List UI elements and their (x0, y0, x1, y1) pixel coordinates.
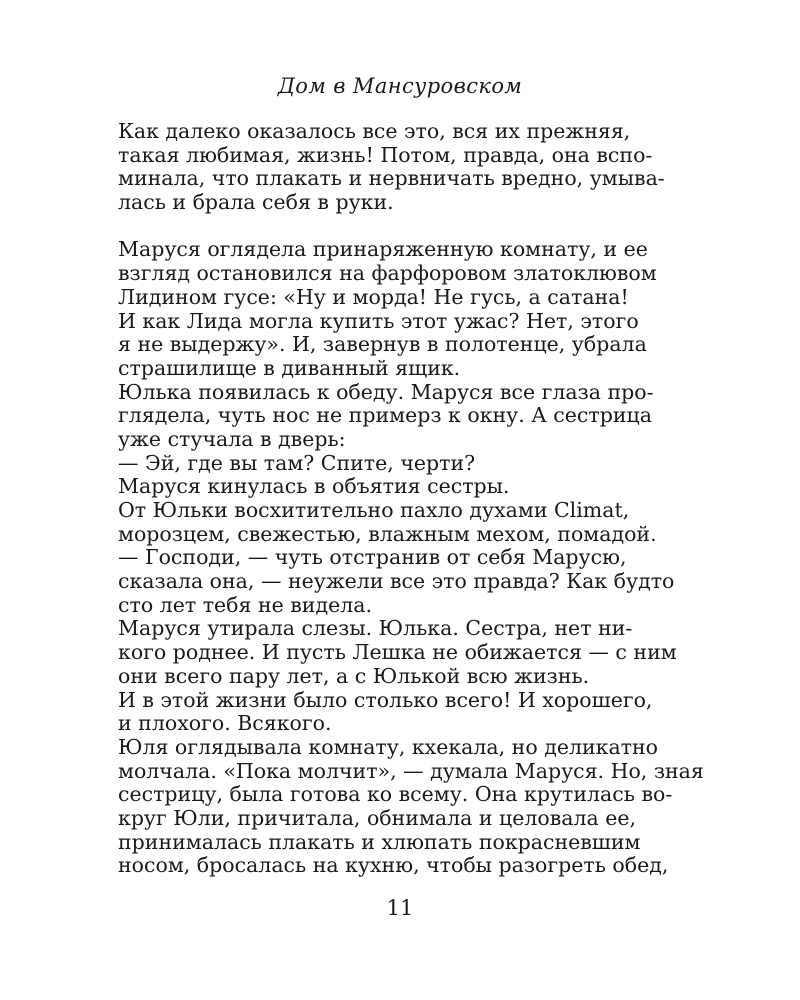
text-line: сестрицу, была готова ко всему. Она крутилась во- (118, 782, 673, 807)
text-line: — Эй, где вы там? Спите, черти? (118, 450, 476, 475)
running-head-title: Дом в Мансуровском (277, 74, 523, 98)
text-line: От Юльки восхитительно пахло духами Climat, (118, 498, 630, 522)
text-line: лась и брала себя в руки. (118, 190, 394, 215)
text-line: взгляд остановился на фарфоровом златоклювом (118, 261, 657, 286)
text-line: круг Юли, причитала, обнимала и целовала ее, (118, 805, 637, 830)
text-line: минала, что плакать и нервничать вредно, умыва- (118, 166, 665, 191)
text-line: глядела, чуть нос не примерз к окну. А сестрица (118, 403, 652, 428)
text-line: принималась плакать и хлюпать покрасневшим (118, 829, 641, 854)
text-line: молчала. «Пока молчит», — думала Маруся. Но, зная (118, 758, 704, 783)
text-line: Маруся утирала слезы. Юлька. Сестра, нет ни- (118, 616, 633, 641)
text-line: И как Лида могла купить этот ужас? Нет, этого (118, 308, 639, 333)
text-line: носом, бросалась на кухню, чтобы разогреть обед, (118, 853, 669, 878)
text-line: морозцем, свежестью, влажным мехом, помадой. (118, 521, 657, 546)
text-line: страшилище в диванный ящик. (118, 355, 461, 380)
text-line: кого роднее. И пусть Лешка не обижается — с ним (118, 640, 677, 665)
text-line: и плохого. Всякого. (118, 711, 332, 736)
paragraph-gap (118, 215, 672, 239)
text-line: Маруся кинулась в объятия сестры. (118, 474, 510, 499)
body-text (118, 119, 704, 878)
text-line: я не выдержу». И, завернув в полотенце, убрала (118, 332, 647, 357)
text-line: уже стучала в дверь: (118, 426, 346, 451)
text-line: сказала она, — неужели все это правда? Как будто (118, 569, 675, 594)
text-line: сто лет тебя не видела. (118, 592, 372, 617)
page-number: 11 (386, 896, 414, 920)
text-line: они всего пару лет, а с Юлькой всю жизнь. (118, 663, 590, 688)
text-line: И в этой жизни было столько всего! И хорошего, (118, 687, 653, 712)
text-line: — Господи, — чуть отстранив от себя Марусю, (118, 545, 627, 570)
text-line: Лидином гусе: «Ну и морда! Не гусь, а сатана! (118, 284, 629, 309)
text-line: такая любимая, жизнь! Потом, правда, она вспо- (118, 142, 653, 167)
text-line: Маруся оглядела принаряженную комнату, и ее (118, 237, 648, 262)
text-line: Как далеко оказалось все это, вся их прежняя, (118, 119, 631, 143)
text-line: Юлька появилась к обеду. Маруся все глаза про- (118, 379, 654, 404)
text-line: Юля оглядывала комнату, кхекала, но деликатно (118, 734, 659, 759)
